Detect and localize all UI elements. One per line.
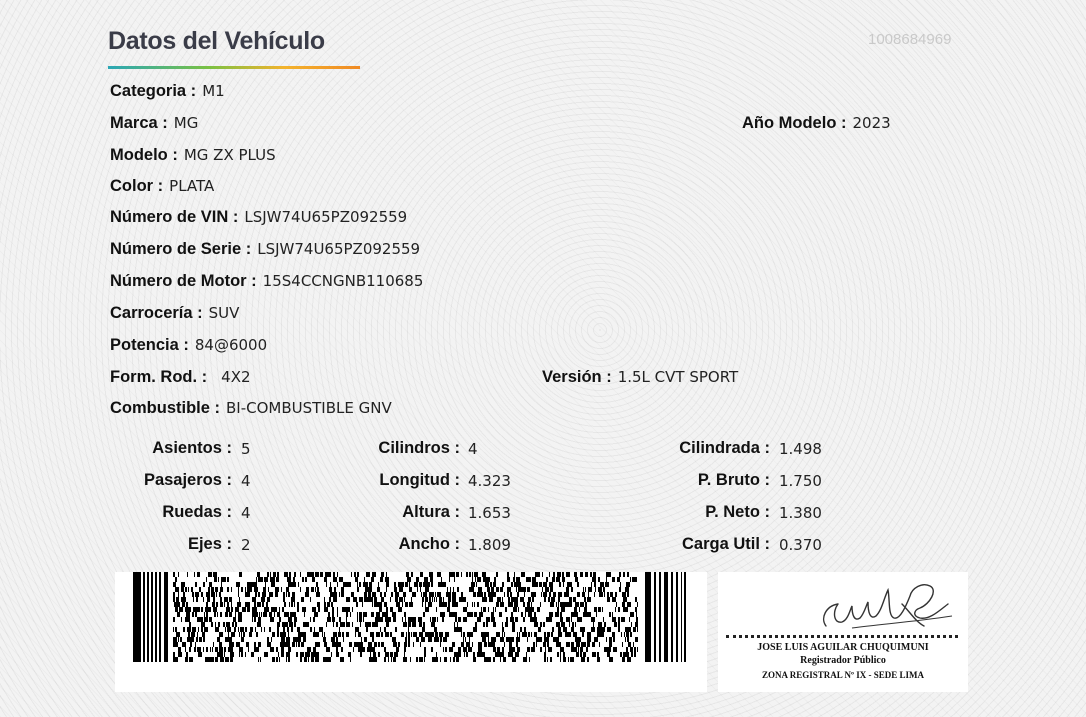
spec-value-altura: 1.653 xyxy=(468,504,511,522)
spec-value-cilindrada: 1.498 xyxy=(779,440,822,458)
spec-label-altura: Altura : xyxy=(402,503,460,521)
registrar-name: JOSE LUIS AGUILAR CHUQUIMUNI xyxy=(757,642,929,653)
barcode-panel xyxy=(115,572,707,692)
spec-value-p-neto: 1.380 xyxy=(779,504,822,522)
field-label: Número de Serie : xyxy=(110,240,252,258)
field-marca xyxy=(110,114,198,133)
field-potencia xyxy=(110,336,267,355)
field-label: Categoria : xyxy=(110,82,197,100)
field-label: Form. Rod. : xyxy=(110,368,208,386)
registrar-role: Registrador Público xyxy=(800,655,886,666)
spec-value-p-bruto: 1.750 xyxy=(779,472,822,490)
spec-value-ejes: 2 xyxy=(241,536,251,554)
spec-value-asientos: 5 xyxy=(241,440,251,458)
field-value: LSJW74U65PZ092559 xyxy=(257,240,421,258)
handwritten-signature xyxy=(812,576,962,638)
spec-value-pasajeros: 4 xyxy=(241,472,251,490)
field-combustible xyxy=(110,399,392,418)
page-title: Datos del Vehículo xyxy=(108,27,325,55)
field-carroceria xyxy=(110,304,239,323)
field-label: Año Modelo : xyxy=(742,114,847,132)
field-value: MG ZX PLUS xyxy=(183,146,276,164)
spec-label-carga-util: Carga Util : xyxy=(681,535,770,553)
pdf417-barcode xyxy=(133,572,689,692)
field-color xyxy=(110,177,214,196)
title-accent-bar xyxy=(108,66,360,69)
field-value: M1 xyxy=(202,82,225,100)
spec-label-ruedas: Ruedas : xyxy=(162,503,232,521)
spec-value-carga-util: 0.370 xyxy=(779,536,822,554)
spec-value-ancho: 1.809 xyxy=(468,536,511,554)
field-value: BI-COMBUSTIBLE GNV xyxy=(226,399,392,417)
field-motor xyxy=(110,272,423,291)
field-value: LSJW74U65PZ092559 xyxy=(244,208,408,226)
field-value: PLATA xyxy=(169,177,215,195)
spec-label-p-bruto: P. Bruto : xyxy=(697,471,770,489)
field-modelo xyxy=(110,146,276,165)
field-serie xyxy=(110,240,420,259)
spec-label-ancho: Ancho : xyxy=(398,535,460,553)
document-number: 1008684969 xyxy=(868,31,952,48)
field-value: 1.5L CVT SPORT xyxy=(617,368,739,386)
spec-value-ruedas: 4 xyxy=(241,504,251,522)
field-value: 84@6000 xyxy=(194,336,268,354)
registrar-signature-block xyxy=(718,572,968,692)
spec-label-ejes: Ejes : xyxy=(187,535,232,553)
spec-label-cilindros: Cilindros : xyxy=(378,439,460,457)
field-vin xyxy=(110,208,407,227)
field-label: Carrocería : xyxy=(110,304,203,322)
spec-label-cilindrada: Cilindrada : xyxy=(679,439,770,457)
signature-dotted-line xyxy=(726,635,958,638)
field-label: Potencia : xyxy=(110,336,189,354)
spec-label-longitud: Longitud : xyxy=(379,471,460,489)
spec-value-longitud: 4.323 xyxy=(468,472,511,490)
field-value: MG xyxy=(173,114,199,132)
spec-label-p-neto: P. Neto : xyxy=(705,503,770,521)
field-label: Modelo : xyxy=(110,146,178,164)
field-version xyxy=(542,368,738,387)
field-value: SUV xyxy=(208,304,240,322)
field-label: Número de Motor : xyxy=(110,272,257,290)
field-value: 4X2 xyxy=(221,368,251,386)
field-label: Versión : xyxy=(542,368,612,386)
field-label: Color : xyxy=(110,177,164,195)
field-value: 15S4CCNGNB110685 xyxy=(262,272,424,290)
field-label: Número de VIN : xyxy=(110,208,239,226)
field-value: 2023 xyxy=(852,114,891,132)
registrar-office: ZONA REGISTRAL Nº IX - SEDE LIMA xyxy=(761,670,924,680)
spec-value-cilindros: 4 xyxy=(468,440,478,458)
field-label: Combustible : xyxy=(110,399,220,417)
field-label: Marca : xyxy=(110,114,168,132)
spec-label-pasajeros: Pasajeros : xyxy=(143,471,232,489)
spec-label-asientos: Asientos : xyxy=(152,439,232,457)
field-categoria xyxy=(110,82,225,101)
field-anio-modelo xyxy=(742,114,891,133)
field-form-rod xyxy=(110,368,251,387)
